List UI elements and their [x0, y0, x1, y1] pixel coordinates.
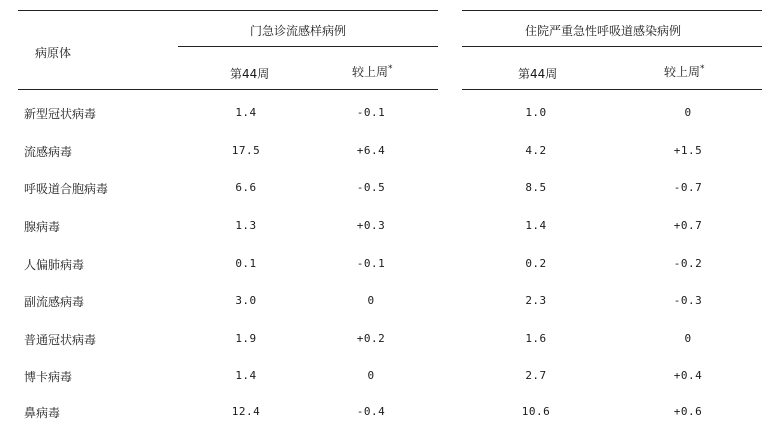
footnote-mark: * [388, 64, 393, 74]
cell-value: +0.2 [356, 332, 386, 345]
cell-value: 0 [684, 332, 692, 345]
group-rule [178, 46, 438, 47]
column-header-change: 较上周* [664, 64, 705, 79]
pathogen-label: 博卡病毒 [24, 370, 73, 384]
cell-value: +0.6 [673, 405, 703, 418]
pathogen-label: 副流感病毒 [24, 295, 85, 309]
cell-value: 1.4 [235, 369, 257, 382]
pathogen-label: 流感病毒 [24, 145, 73, 159]
cell-value: 17.5 [231, 144, 261, 157]
cell-value: -0.2 [673, 257, 703, 270]
cell-value: +0.3 [356, 219, 386, 232]
cell-value: 10.6 [521, 405, 551, 418]
cell-value: 1.3 [235, 219, 257, 232]
cell-value: 1.0 [525, 106, 547, 119]
column-header-week44: 第44周 [518, 67, 558, 81]
cell-value: 1.4 [235, 106, 257, 119]
cell-value: +0.7 [673, 219, 703, 232]
pathogen-label: 人偏肺病毒 [24, 258, 85, 272]
cell-value: 0.2 [525, 257, 547, 270]
cell-value: 2.7 [525, 369, 547, 382]
pathogen-label: 普通冠状病毒 [24, 333, 97, 347]
table-top-rule [18, 10, 438, 11]
cell-value: +1.5 [673, 144, 703, 157]
header-bottom-rule [462, 89, 762, 90]
cell-value: 3.0 [235, 294, 257, 307]
header-bottom-rule [18, 89, 438, 90]
cell-value: +0.4 [673, 369, 703, 382]
cell-value: 0 [367, 294, 375, 307]
cell-value: +6.4 [356, 144, 386, 157]
row-header: 病原体 [35, 46, 72, 60]
cell-value: 12.4 [231, 405, 261, 418]
cell-value: 2.3 [525, 294, 547, 307]
group-rule [462, 46, 762, 47]
column-header-week44: 第44周 [230, 67, 270, 81]
cell-value: 1.4 [525, 219, 547, 232]
cell-value: 1.9 [235, 332, 257, 345]
cell-value: -0.5 [356, 181, 386, 194]
group-title-inpatient: 住院严重急性呼吸道感染病例 [525, 24, 682, 38]
cell-value: -0.1 [356, 106, 386, 119]
column-header-change: 较上周* [352, 64, 393, 79]
group-title-outpatient: 门急诊流感样病例 [250, 24, 347, 38]
pathogen-label: 呼吸道合胞病毒 [24, 182, 109, 196]
cell-value: -0.1 [356, 257, 386, 270]
table-top-rule [462, 10, 762, 11]
cell-value: -0.3 [673, 294, 703, 307]
cell-value: 8.5 [525, 181, 547, 194]
cell-value: 0 [367, 369, 375, 382]
footnote-mark: * [700, 64, 705, 74]
cell-value: -0.7 [673, 181, 703, 194]
pathogen-label: 新型冠状病毒 [24, 107, 97, 121]
cell-value: 6.6 [235, 181, 257, 194]
pathogen-label: 腺病毒 [24, 220, 61, 234]
pathogen-label: 鼻病毒 [24, 406, 61, 420]
cell-value: 4.2 [525, 144, 547, 157]
cell-value: 0 [684, 106, 692, 119]
cell-value: -0.4 [356, 405, 386, 418]
cell-value: 1.6 [525, 332, 547, 345]
cell-value: 0.1 [235, 257, 257, 270]
